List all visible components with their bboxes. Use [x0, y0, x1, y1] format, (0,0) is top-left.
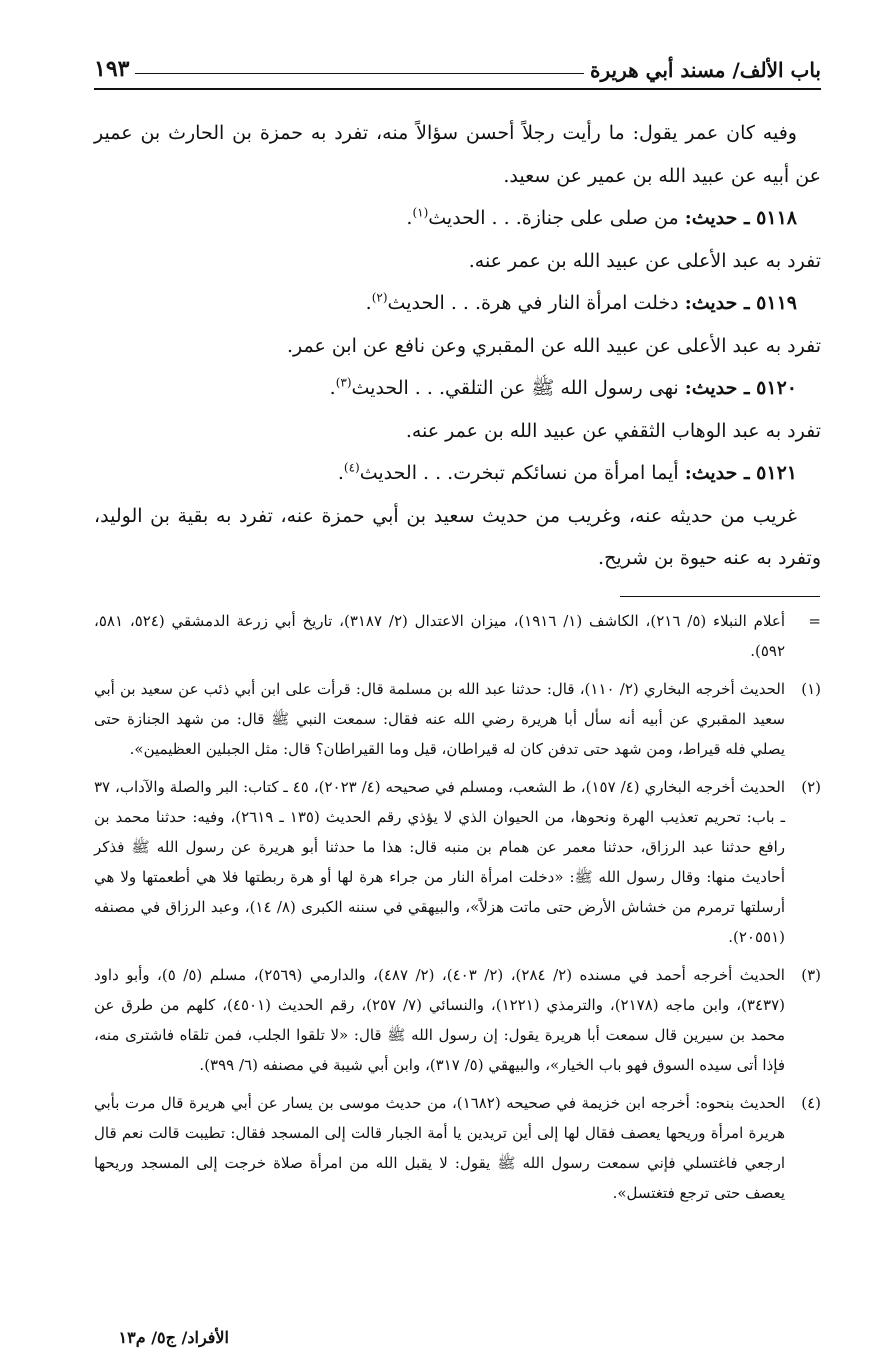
- footnotes: [94, 606, 821, 1216]
- footnote-ref: (١): [412, 205, 429, 220]
- footnote-ref: (٢): [371, 290, 388, 305]
- header-rule: [135, 73, 584, 74]
- footnote-separator: [620, 596, 820, 597]
- hadith-number: ٥١٢١ ـ حديث:: [684, 462, 797, 484]
- hadith-text: أيما امرأة من نسائكم تبخرت. . . الحديث: [359, 462, 685, 484]
- hadith-text: دخلت امرأة النار في هرة. . . الحديث: [387, 292, 685, 314]
- narration-5119: تفرد به عبد الأعلى عن عبيد الله عن المقبري وعن نافع عن ابن عمر.: [286, 334, 821, 357]
- hadith-number: ٥١٢٠ ـ حديث:: [684, 377, 797, 399]
- footnote-ref: (٤): [343, 460, 360, 475]
- footnote-mark: (٣): [801, 966, 821, 984]
- hadith-5120: ٥١٢٠ ـ حديث: نهى رسول الله ﷺ عن التلقي. . . الحديث$^{(٣)}$.: [329, 375, 797, 399]
- running-header: [94, 46, 821, 90]
- footnote-mark: =: [808, 612, 821, 630]
- hadith-5118: ٥١١٨ ـ حديث: من صلى على جنازة. . . الحديث$^{(١)}$.: [406, 205, 797, 229]
- footnote-ref: (٣): [335, 375, 352, 390]
- narration-5120: تفرد به عبد الوهاب الثقفي عن عبيد الله بن عمر عنه.: [405, 419, 821, 442]
- closing-paragraph: غريب من حديثه عنه، وغريب من حديث سعيد بن أبي حمزة عنه، تفرد به بقية بن الوليد، وتفرد به عنه حيوة بن شريح.: [94, 504, 821, 569]
- footnote-text: الحديث بنحوه: أخرجه ابن خزيمة في صحيحه (١٦٨٢)، من حديث موسى بن يسار عن أبي هريرة قال مرت بأبي هريرة امرأة وريحها يعصف فقال لها إلى أين تريدين يا أمة الجبار قالت إلى المسجد فقال: تطيبت قالت نعم قال ارجعي فاغتسلي فإني سمعت رسول الله ﷺ يقول: لا يقبل الله من امرأة صلاة خرجت إلى المسجد وريحها يعصف حتى ترجع فتغتسل».: [94, 1094, 785, 1202]
- page-number: ١٩٣: [94, 56, 130, 82]
- printer-signature: الأفراد/ ج٥/ م١٣: [118, 1328, 229, 1347]
- hadith-text: نهى رسول الله ﷺ عن التلقي. . . الحديث: [351, 377, 685, 399]
- hadith-number: ٥١١٨ ـ حديث:: [684, 207, 797, 229]
- footnote-mark: (٢): [801, 778, 821, 796]
- header-title: باب الألف/ مسند أبي هريرة: [590, 58, 821, 82]
- footnote-mark: (٤): [801, 1094, 821, 1112]
- hadith-5121: ٥١٢١ ـ حديث: أيما امرأة من نسائكم تبخرت. . . الحديث$^{(٤)}$.: [337, 460, 797, 484]
- hadith-text: من صلى على جنازة. . . الحديث: [428, 207, 685, 229]
- footnote-text: الحديث أخرجه البخاري (٢/ ١١٠)، قال: حدثنا عبد الله بن مسلمة قال: قرأت على ابن أبي ذئب عن سعيد بن أبي سعيد المقبري عن أبيه أنه سأل أبا هريرة رضي الله عنه فقال: سمعت النبي ﷺ قال: من شهد الجنازة حتى يصلي فله قيراط، ومن شهد حتى تدفن كان له قيراطان، قيل وما القيراطان؟ قال: مثل الجبلين العظيمين».: [94, 680, 785, 758]
- footnote-mark: (١): [801, 680, 821, 698]
- footnote-text: أعلام النبلاء (٥/ ٢١٦)، الكاشف (١/ ١٩١٦)، ميزان الاعتدال (٢/ ٣١٨٧)، تاريخ أبي زرعة الدمشقي (٥٢٤، ٥٨١، ٥٩٢).: [94, 612, 786, 660]
- hadith-number: ٥١١٩ ـ حديث:: [684, 292, 797, 314]
- main-text: [94, 112, 821, 580]
- footnote-3: [94, 960, 821, 1080]
- footnote-4: [94, 1088, 821, 1208]
- footnote-2: [94, 772, 821, 952]
- footnote-text: الحديث أخرجه أحمد في مسنده (٢/ ٢٨٤)، (٢/ ٤٠٣)، (٢/ ٤٨٧)، والدارمي (٢٥٦٩)، مسلم (٥/ ٥)، وأبو داود (٣٤٣٧)، وابن ماجه (٢١٧٨)، والترمذي (١٢٢١)، والنسائي (٧/ ٢٥٧)، رقم الحديث (٤٥٠١)، كلهم من طرق عن محمد بن سيرين قال سمعت أبا هريرة يقول: إن رسول الله ﷺ قال: «لا تلقوا الجلب، فمن تلقاه فاشترى منه، فإذا أتى سيده السوق فهو باب الخيار»، والبيهقي (٥/ ٣١٧)، وابن أبي شيبة في مصنفه (٦/ ٣٩٩).: [94, 966, 785, 1074]
- footnote-1: [94, 674, 821, 764]
- hadith-5119: ٥١١٩ ـ حديث: دخلت امرأة النار في هرة. . . الحديث$^{(٢)}$.: [365, 290, 797, 314]
- intro-paragraph: وفيه كان عمر يقول: ما رأيت رجلاً أحسن سؤالاً منه، تفرد به حمزة بن الحارث بن عمير عن أبيه عن عبيد الله بن عمير عن سعيد.: [94, 122, 821, 187]
- narration-5118: تفرد به عبد الأعلى عن عبيد الله بن عمر عنه.: [468, 249, 821, 272]
- footnote-continued: [94, 606, 821, 666]
- footnote-text: الحديث أخرجه البخاري (٤/ ١٥٧)، ط الشعب، ومسلم في صحيحه (٤/ ٢٠٢٣)، ٤٥ ـ كتاب: البر والصلة والآداب، ٣٧ ـ باب: تحريم تعذيب الهرة ونحوها، من الحيوان الذي لا يؤذي رقم الحديث (١٣٥ ـ ٢٦١٩)، وفيه: حدثنا محمد بن رافع حدثنا عبد الرزاق، حدثنا معمر عن همام بن منبه قال: هذا ما حدثنا أبو هريرة عن رسول الله ﷺ فذكر أحاديث منها: وقال رسول الله ﷺ: «دخلت امرأة النار من جراء هرة لها أو هرة ربطتها فلا هي أطعمتها ولا هي أرسلتها ترمرم من خشاش الأرض حتى ماتت هزلاً»، والبيهقي في سننه الكبرى (٨/ ١٤)، وعبد الرزاق في مصنفه (٢٠٥٥١).: [94, 778, 786, 946]
